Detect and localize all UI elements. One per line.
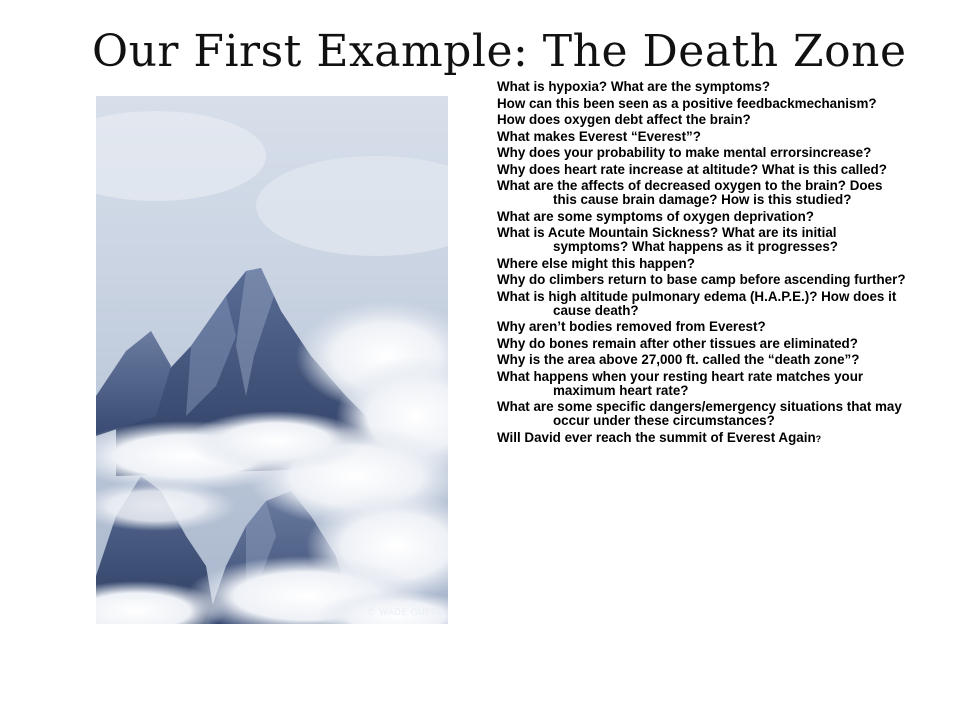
list-item: What happens when your resting heart rate matches your maximum heart rate? xyxy=(497,368,864,398)
last-question-text: Will David ever reach the summit of Everest Again xyxy=(497,429,816,445)
list-item: Where else might this happen? xyxy=(497,255,695,271)
list-item: Why is the area above 27,000 ft. called the “death zone”? xyxy=(497,352,860,367)
list-item: What is hypoxia? What are the symptoms? xyxy=(497,79,771,94)
list-item: What is high altitude pulmonary edema (H.A.P.E.)? How does it cause death? xyxy=(497,288,897,318)
list-item: How does oxygen debt affect the brain? xyxy=(497,112,751,127)
photo-credit: © WADE GUPTA xyxy=(366,608,442,618)
list-item: Why aren’t bodies removed from Everest? xyxy=(497,319,766,334)
list-item: What are the affects of decreased oxygen to the brain? Does this cause brain damage? How is this studied? xyxy=(497,178,883,207)
mountain-photo-art xyxy=(96,96,448,624)
list-item: Why do climbers return to base camp before ascending further? xyxy=(497,272,906,287)
list-item-last xyxy=(497,431,907,446)
mountain-photo xyxy=(96,96,448,624)
list-item: Why do bones remain after other tissues are eliminated? xyxy=(497,335,858,351)
list-item: What are some specific dangers/emergency situations that may occur under these circumstances? xyxy=(497,399,902,428)
question-list xyxy=(497,80,907,448)
slide-title: Our First Example: The Death Zone xyxy=(92,26,907,77)
list-item: What are some symptoms of oxygen deprivation? xyxy=(497,208,814,224)
list-item: What makes Everest “Everest”? xyxy=(497,128,701,144)
list-item: Why does your probability to make mental errorsincrease? xyxy=(497,145,872,160)
list-item: How can this been seen as a positive feedbackmechanism? xyxy=(497,95,877,111)
last-question-mark: ? xyxy=(815,433,822,444)
list-item: What is Acute Mountain Sickness? What are its initial symptoms? What happens as it progresses? xyxy=(497,225,838,254)
list-item: Why does heart rate increase at altitude? What is this called? xyxy=(497,161,887,177)
